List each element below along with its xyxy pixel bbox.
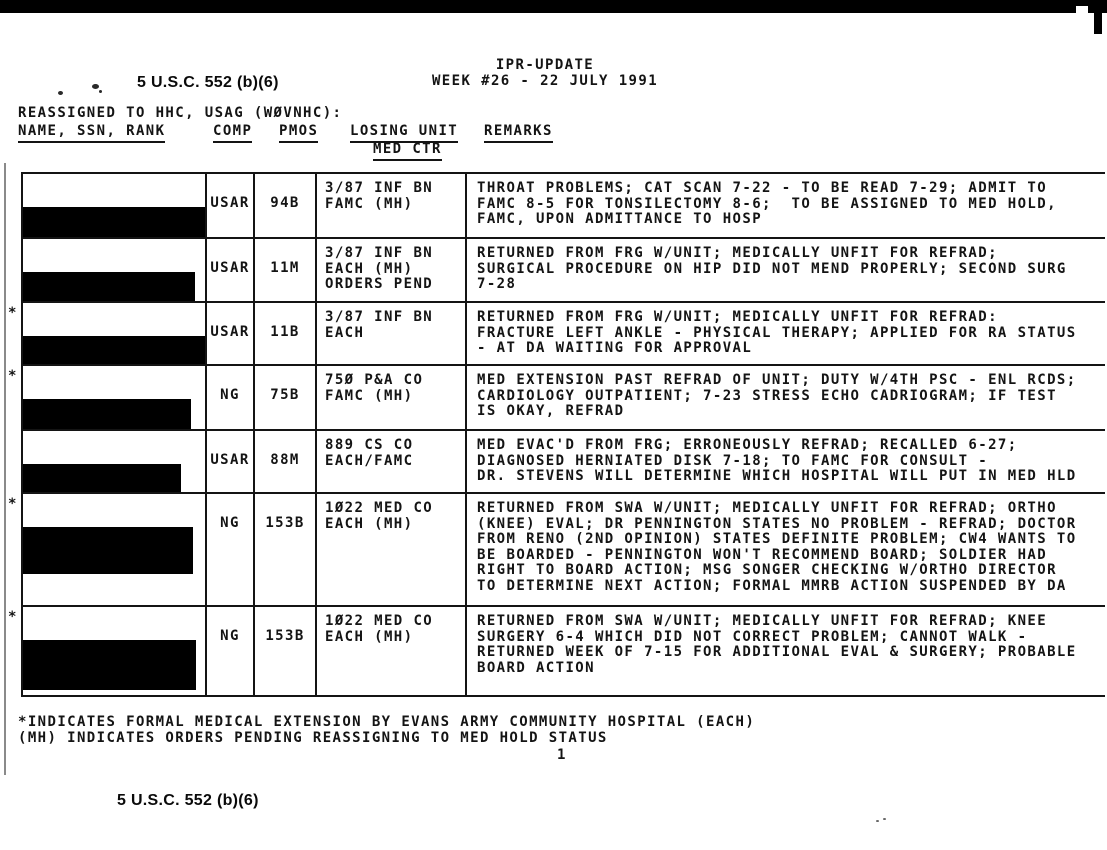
page-number: 1 [557,747,567,763]
remarks-line: - AT DA WAITING FOR APPROVAL [477,340,753,356]
column-header-remarks: REMARKS [484,124,553,143]
remarks-line: RETURNED FROM FRG W/UNIT; MEDICALLY UNFIT FOR REFRAD; [477,245,998,261]
remarks-line: BOARD ACTION [477,659,595,676]
losing-unit-cell [317,174,467,237]
losing-unit-line: 3/87 INF BN [325,309,434,325]
report-heading [380,58,710,89]
table-row [8,303,1105,366]
pmos-cell: 75B [255,366,317,429]
losing-unit-line: 889 CS CO [325,437,414,453]
losing-unit-line: 3/87 INF BN [325,245,434,261]
medical-extension-asterisk: * [8,496,18,512]
remarks-line: BE BOARDED - PENNINGTON WON'T RECOMMEND BOARD; SOLDIER HAD [477,546,1048,563]
comp-cell: USAR [207,303,255,364]
scan-artifact-top-bar [0,0,1107,13]
redacted-name-box [23,464,181,492]
footnote-mh: (MH) INDICATES ORDERS PENDING REASSIGNING TO MED HOLD STATUS [18,730,608,746]
losing-unit-line: EACH [325,324,365,341]
column-header-med-ctr: MED CTR [373,142,442,161]
name-ssn-rank-cell [23,431,207,492]
comp-cell: NG [207,494,255,605]
losing-unit-line: 1Ø22 MED CO [325,500,434,516]
scan-artifact-dot [58,91,63,95]
table-row [8,607,1105,695]
comp-cell: USAR [207,174,255,237]
losing-unit-line: FAMC (MH) [325,195,414,212]
losing-unit-cell [317,239,467,301]
remarks-line: MED EVAC'D FROM FRG; ERRONEOUSLY REFRAD; RECALLED 6-27; [477,437,1018,453]
pmos-cell: 11B [255,303,317,364]
remarks-line: DIAGNOSED HERNIATED DISK 7-18; TO FAMC FOR CONSULT - [477,452,989,469]
pmos-cell: 153B [255,494,317,605]
remarks-line: FAMC 8-5 FOR TONSILECTOMY 8-6; TO BE ASSIGNED TO MED HOLD, [477,195,1057,212]
redacted-name-box [23,640,196,690]
remarks-cell [467,303,1105,364]
losing-unit-line: EACH (MH) [325,260,414,277]
remarks-line: FRACTURE LEFT ANKLE - PHYSICAL THERAPY; APPLIED FOR RA STATUS [477,324,1077,341]
losing-unit-line: 1Ø22 MED CO [325,613,434,629]
column-header-pmos: PMOS [279,124,318,143]
scan-artifact-dot [99,90,102,93]
personnel-table [8,172,1105,697]
name-ssn-rank-cell [23,174,207,237]
remarks-cell [467,174,1105,237]
pmos-cell: 11M [255,239,317,301]
comp-cell: NG [207,366,255,429]
remarks-line: RETURNED WEEK OF 7-15 FOR ADDITIONAL EVAL & SURGERY; PROBABLE [477,644,1077,660]
remarks-line: DR. STEVENS WILL DETERMINE WHICH HOSPITAL WILL PUT IN MED HLD [477,468,1077,484]
remarks-line: SURGICAL PROCEDURE ON HIP DID NOT MEND PROPERLY; SECOND SURG [477,260,1067,277]
name-ssn-rank-cell [23,239,207,301]
remarks-cell [467,494,1105,605]
column-header-comp: COMP [213,124,252,143]
remarks-line: MED EXTENSION PAST REFRAD OF UNIT; DUTY W/4TH PSC - ENL RCDS; [477,372,1077,388]
losing-unit-line: EACH (MH) [325,515,414,532]
table-row [23,239,1105,303]
remarks-line: FROM RENO (2ND OPINION) STATES DEFINITE PROBLEM; CW4 WANTS TO [477,531,1077,547]
report-title: IPR-UPDATE [495,57,595,73]
losing-unit-line: EACH/FAMC [325,452,414,469]
medical-extension-asterisk: * [8,609,18,625]
remarks-line: FAMC, UPON ADMITTANCE TO HOSP [477,211,763,227]
remarks-line: 7-28 [477,276,517,292]
remarks-line: RETURNED FROM SWA W/UNIT; MEDICALLY UNFIT FOR REFRAD; ORTHO [477,500,1057,516]
report-week: WEEK #26 - 22 JULY 1991 [431,72,659,89]
foia-exemption-stamp-bottom: 5 U.S.C. 552 (b)(6) [117,792,259,809]
losing-unit-cell [317,303,467,364]
remarks-line: TO DETERMINE NEXT ACTION; FORMAL MMRB ACTION SUSPENDED BY DA [477,577,1067,594]
losing-unit-cell [317,607,467,695]
scan-artifact-dot [883,818,886,820]
redacted-name-box [23,399,191,429]
comp-cell: USAR [207,239,255,301]
redacted-name-box [23,207,206,237]
pmos-cell: 153B [255,607,317,695]
remarks-line: IS OKAY, REFRAD [477,403,625,419]
redacted-name-box [23,272,195,301]
name-ssn-rank-cell [23,303,207,364]
scan-artifact-corner-tick [1094,0,1102,34]
medical-extension-asterisk: * [8,368,18,384]
losing-unit-line: EACH (MH) [325,628,414,645]
scan-artifact-dot [876,820,879,822]
remarks-cell [467,239,1105,301]
scan-artifact-left-edge [4,163,6,775]
table-row [8,366,1105,431]
scan-artifact-dot [92,84,99,89]
comp-cell: USAR [207,431,255,492]
redacted-name-box [23,527,193,574]
table-row [8,494,1105,607]
redacted-name-box [23,336,206,364]
losing-unit-line: FAMC (MH) [325,387,414,404]
losing-unit-line: 75Ø P&A CO [325,372,424,388]
pmos-cell: 88M [255,431,317,492]
remarks-cell [467,366,1105,429]
name-ssn-rank-cell [23,494,207,605]
section-line: REASSIGNED TO HHC, USAG (WØVNHC): [18,105,343,121]
scan-artifact-notch [1076,6,1088,13]
losing-unit-cell [317,494,467,605]
remarks-line: RETURNED FROM SWA W/UNIT; MEDICALLY UNFIT FOR REFRAD; KNEE [477,613,1048,629]
foia-exemption-stamp-top: 5 U.S.C. 552 (b)(6) [137,74,279,91]
column-header-name: NAME, SSN, RANK [18,124,165,143]
remarks-line: RETURNED FROM FRG W/UNIT; MEDICALLY UNFIT FOR REFRAD: [477,309,998,325]
remarks-line: RIGHT TO BOARD ACTION; MSG SONGER CHECKING W/ORTHO DIRECTOR [477,562,1057,578]
remarks-cell [467,431,1105,492]
table-row [23,174,1105,239]
losing-unit-cell [317,366,467,429]
medical-extension-asterisk: * [8,305,18,321]
column-header-losing-unit: LOSING UNIT [350,124,458,143]
remarks-line: SURGERY 6-4 WHICH DID NOT CORRECT PROBLEM; CANNOT WALK - [477,628,1028,645]
losing-unit-cell [317,431,467,492]
remarks-line: (KNEE) EVAL; DR PENNINGTON STATES NO PROBLEM - REFRAD; DOCTOR [477,515,1077,532]
name-ssn-rank-cell [23,607,207,695]
losing-unit-line: ORDERS PEND [325,276,434,292]
table-row [23,431,1105,494]
remarks-cell [467,607,1105,695]
losing-unit-line: 3/87 INF BN [325,180,434,196]
footnote-asterisk: *INDICATES FORMAL MEDICAL EXTENSION BY EVANS ARMY COMMUNITY HOSPITAL (EACH) [18,714,756,730]
remarks-line: CARDIOLOGY OUTPATIENT; 7-23 STRESS ECHO CADRIOGRAM; IF TEST [477,387,1057,404]
remarks-line: THROAT PROBLEMS; CAT SCAN 7-22 - TO BE READ 7-29; ADMIT TO [477,180,1048,196]
pmos-cell: 94B [255,174,317,237]
name-ssn-rank-cell [23,366,207,429]
comp-cell: NG [207,607,255,695]
